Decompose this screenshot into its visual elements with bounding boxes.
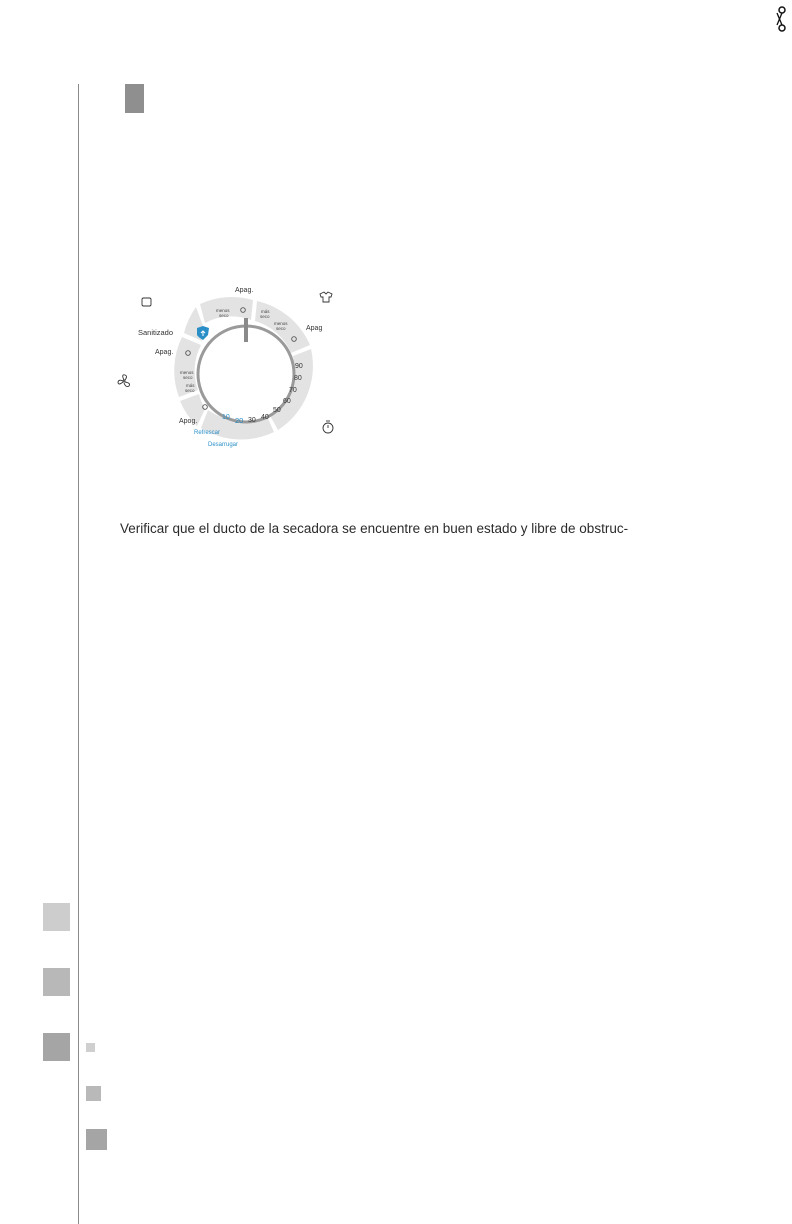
svg-text:seco: seco bbox=[185, 388, 195, 393]
side-tab-2 bbox=[43, 968, 70, 996]
timer-icon bbox=[323, 421, 333, 433]
side-tab-3 bbox=[43, 1033, 70, 1061]
bullet-small bbox=[86, 1043, 95, 1052]
svg-text:seco: seco bbox=[183, 375, 193, 380]
section-marker bbox=[125, 84, 144, 113]
svg-text:40: 40 bbox=[261, 414, 269, 421]
dial-apag-bottom: Apog. bbox=[179, 418, 198, 425]
svg-text:menos: menos bbox=[274, 321, 288, 326]
svg-text:seco: seco bbox=[276, 326, 286, 331]
scissors-icon bbox=[774, 6, 790, 32]
square-outline-icon bbox=[142, 298, 151, 306]
dial-apag-left: Apag. bbox=[155, 349, 174, 356]
svg-text:más: más bbox=[186, 383, 195, 388]
dial-refrescar: Refrescar bbox=[194, 430, 221, 436]
dial-pointer bbox=[244, 318, 248, 342]
dryer-dial-diagram bbox=[110, 280, 360, 455]
fan-icon bbox=[118, 375, 130, 387]
svg-text:30: 30 bbox=[248, 417, 256, 424]
svg-text:menos: menos bbox=[180, 370, 194, 375]
svg-text:70: 70 bbox=[289, 387, 297, 394]
bullet-large bbox=[86, 1129, 107, 1150]
bullet-medium bbox=[86, 1086, 101, 1101]
svg-text:seco: seco bbox=[219, 313, 229, 318]
svg-text:20: 20 bbox=[235, 416, 244, 425]
shirt-icon bbox=[320, 292, 332, 302]
svg-text:10: 10 bbox=[222, 414, 230, 421]
svg-text:más: más bbox=[261, 309, 270, 314]
side-tab-1 bbox=[43, 903, 70, 931]
svg-text:60: 60 bbox=[283, 398, 291, 405]
cut-line bbox=[78, 84, 79, 1224]
body-paragraph: Verificar que el ducto de la secadora se encuentre en buen estado y libre de obstruc- bbox=[120, 521, 629, 536]
svg-text:50: 50 bbox=[273, 407, 281, 414]
svg-text:menos: menos bbox=[216, 308, 230, 313]
dial-sanitizado: Sanitizado bbox=[138, 328, 174, 337]
dial-desarrugar: Desarrugar bbox=[208, 442, 239, 448]
dial-top-label: Apag. bbox=[235, 287, 254, 294]
svg-text:80: 80 bbox=[294, 375, 302, 382]
svg-text:seco: seco bbox=[260, 314, 270, 319]
dial-apag-right: Apag bbox=[306, 325, 323, 332]
svg-text:90: 90 bbox=[295, 363, 303, 370]
